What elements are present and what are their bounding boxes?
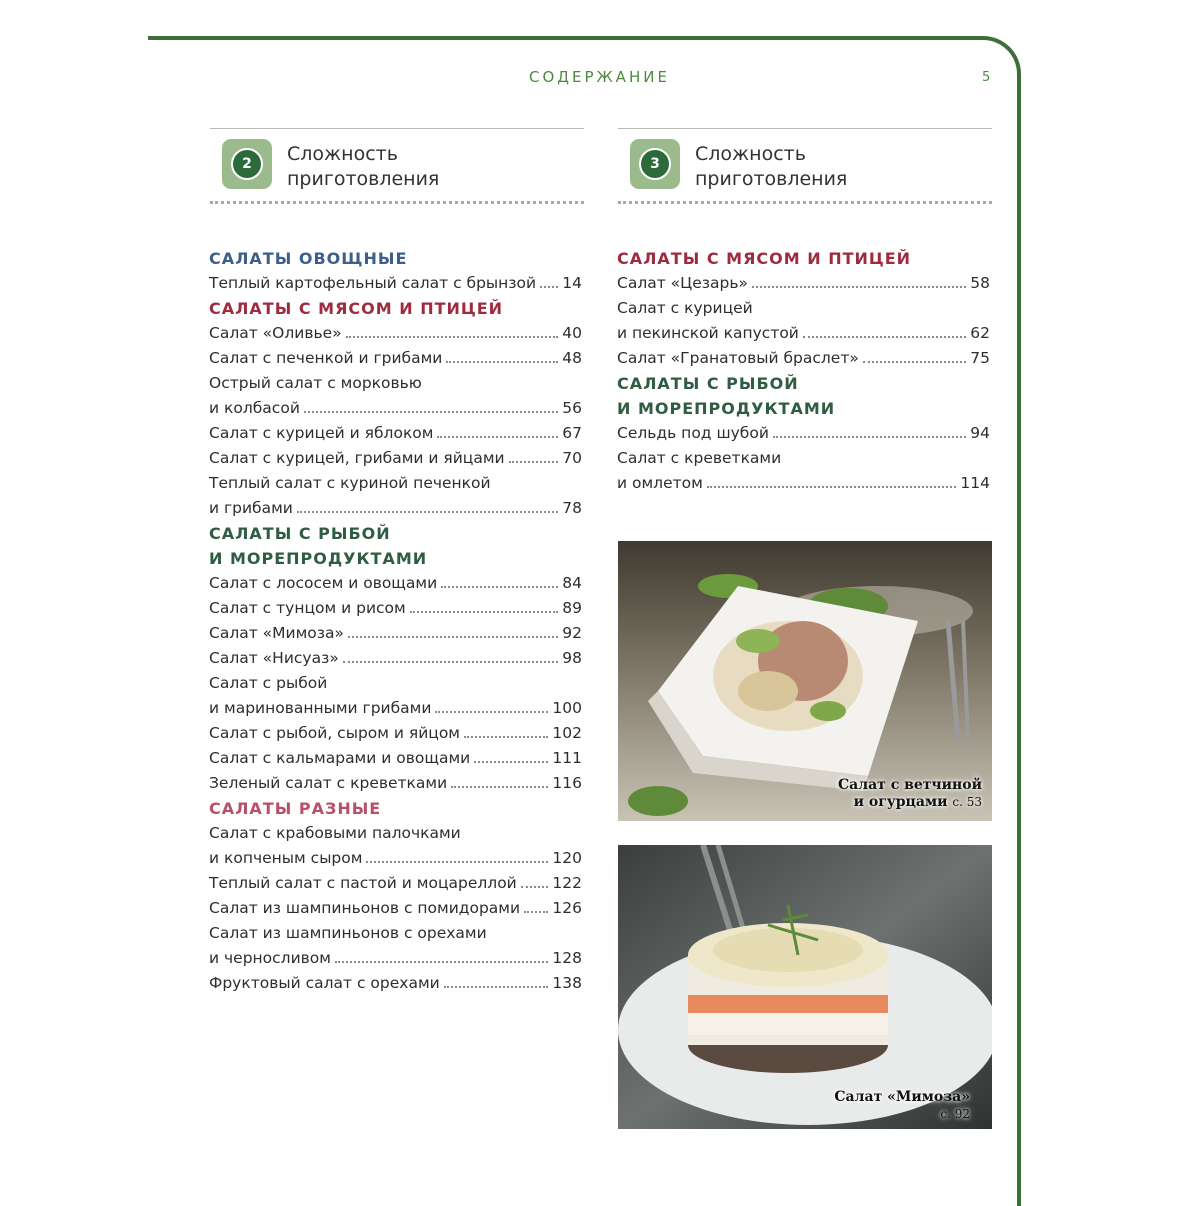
toc-entry[interactable]: Салат с лососем и овощами 84 [209, 574, 582, 592]
toc-entry[interactable]: Салат с печенкой и грибами 48 [209, 349, 582, 367]
photo-ham-salad [618, 541, 992, 821]
section-title: САЛАТЫ С МЯСОМ И ПТИЦЕЙ [617, 249, 912, 268]
difficulty-header-2 [210, 128, 584, 204]
toc-entry-line: Салат из шампиньонов с орехами [209, 924, 487, 942]
toc-entry[interactable]: и колбасой 56 [209, 399, 582, 417]
difficulty-badge-icon: 2 [222, 139, 272, 189]
toc-entry-line: Салат с рыбой [209, 674, 328, 692]
section-title: САЛАТЫ С МЯСОМ И ПТИЦЕЙ [209, 299, 504, 318]
toc-right-column [617, 246, 990, 496]
photo-mimosa-salad [618, 845, 992, 1129]
difficulty-header-3 [618, 128, 992, 204]
toc-entry[interactable]: и черносливом 128 [209, 949, 582, 967]
toc-left-column [209, 246, 582, 996]
toc-entry-line: Теплый салат с куриной печенкой [209, 474, 491, 492]
page-number: 5 [982, 70, 991, 85]
toc-entry-line: Острый салат с морковью [209, 374, 422, 392]
toc-entry[interactable]: и копченым сыром 120 [209, 849, 582, 867]
toc-entry-line: Салат с креветками [617, 449, 782, 467]
toc-entry[interactable]: и омлетом 114 [617, 474, 990, 492]
difficulty-label: Сложность приготовления [695, 143, 848, 190]
section-title: И МОРЕПРОДУКТАМИ [209, 549, 428, 568]
section-title: И МОРЕПРОДУКТАМИ [617, 399, 836, 418]
toc-entry[interactable]: Салат «Мимоза» 92 [209, 624, 582, 642]
toc-entry[interactable]: Фруктовый салат с орехами 138 [209, 974, 582, 992]
toc-entry[interactable]: Салат с рыбой, сыром и яйцом 102 [209, 724, 582, 742]
difficulty-label: Сложность приготовления [287, 143, 440, 190]
toc-entry[interactable]: и пекинской капустой 62 [617, 324, 990, 342]
toc-entry[interactable]: Теплый салат с пастой и моцареллой 122 [209, 874, 582, 892]
toc-entry[interactable]: Зеленый салат с креветками 116 [209, 774, 582, 792]
toc-entry-line: Салат с курицей [617, 299, 753, 317]
section-title: САЛАТЫ ОВОЩНЫЕ [209, 249, 408, 268]
photo-caption: Салат «Мимоза» с. 92 [834, 1089, 970, 1121]
toc-entry[interactable]: Салат «Нисуаз» 98 [209, 649, 582, 667]
toc-entry[interactable]: Салат «Цезарь» 58 [617, 274, 990, 292]
toc-entry[interactable]: Сельдь под шубой 94 [617, 424, 990, 442]
toc-entry[interactable]: Салат из шампиньонов с помидорами 126 [209, 899, 582, 917]
toc-entry[interactable]: Теплый картофельный салат с брынзой 14 [209, 274, 582, 292]
toc-entry[interactable]: Салат «Гранатовый браслет» 75 [617, 349, 990, 367]
toc-entry[interactable]: и грибами 78 [209, 499, 582, 517]
difficulty-badge-icon: 3 [630, 139, 680, 189]
running-title: СОДЕРЖАНИЕ [529, 68, 670, 86]
toc-entry[interactable]: Салат с курицей и яблоком 67 [209, 424, 582, 442]
section-title: САЛАТЫ РАЗНЫЕ [209, 799, 382, 818]
toc-entry[interactable]: Салат «Оливье» 40 [209, 324, 582, 342]
toc-entry[interactable]: Салат с курицей, грибами и яйцами 70 [209, 449, 582, 467]
toc-entry-line: Салат с крабовыми палочками [209, 824, 461, 842]
photo-caption: Салат с ветчиной и огурцами с. 53 [837, 777, 982, 810]
section-title: САЛАТЫ С РЫБОЙ [209, 524, 391, 543]
toc-entry[interactable]: и маринованными грибами 100 [209, 699, 582, 717]
toc-entry[interactable]: Салат с тунцом и рисом 89 [209, 599, 582, 617]
toc-entry[interactable]: Салат с кальмарами и овощами 111 [209, 749, 582, 767]
section-title: САЛАТЫ С РЫБОЙ [617, 374, 799, 393]
